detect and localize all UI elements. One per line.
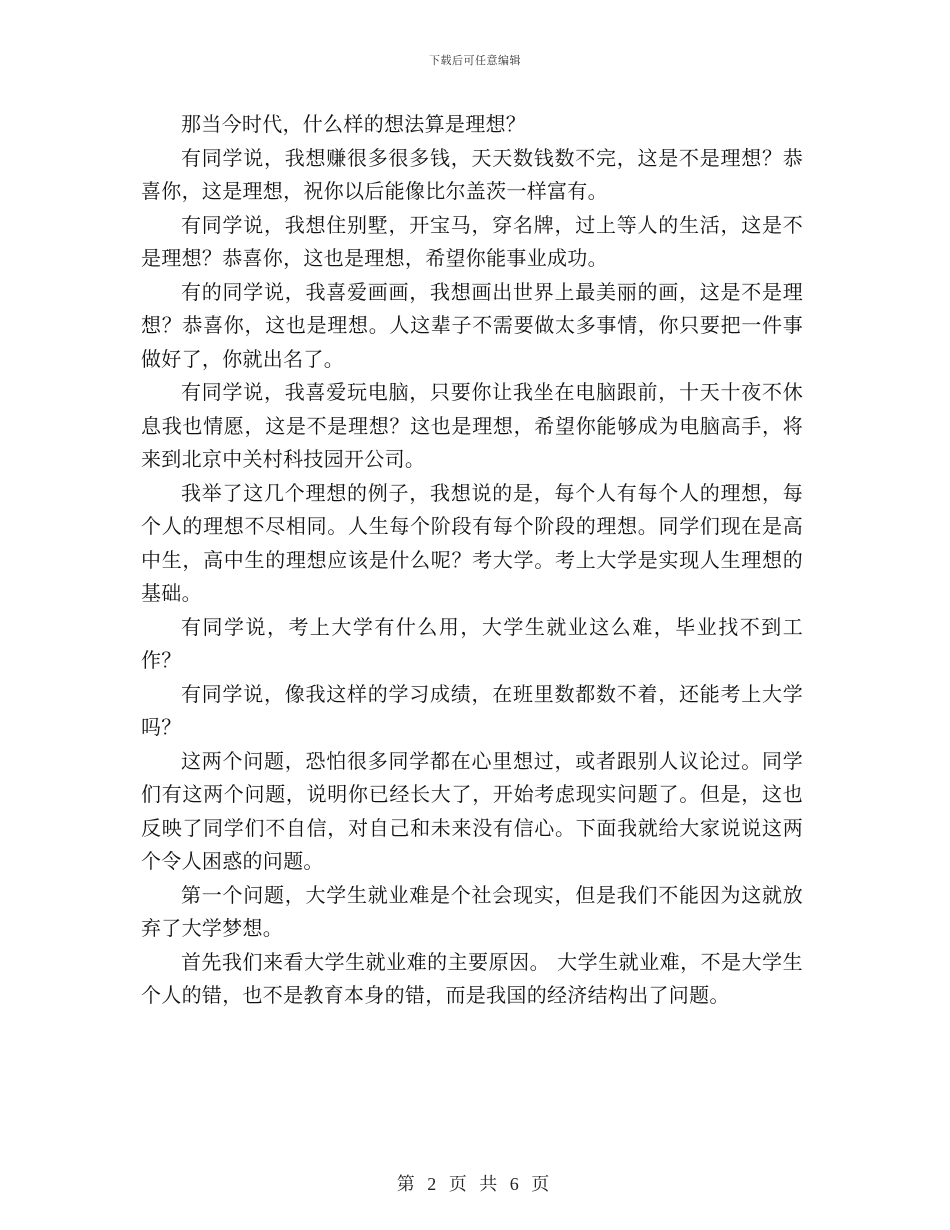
- paragraph: 这两个问题，恐怕很多同学都在心里想过，或者跟别人议论过。同学们有这两个问题，说明你已经长大了，开始考虑现实问题了。但是，这也反映了同学们不自信，对自己和未来没有信心。下面我就给大家说说这两个令人困惑的问题。: [141, 748, 803, 873]
- paragraph: 我举了这几个理想的例子，我想说的是，每个人有每个人的理想，每个人的理想不尽相同。人生每个阶段有每个阶段的理想。同学们现在是高中生，高中生的理想应该是什么呢？考大学。考上大学是实现人生理想的基础。: [141, 480, 803, 605]
- paragraph: 第一个问题，大学生就业难是个社会现实，但是我们不能因为这就放弃了大学梦想。: [141, 882, 803, 940]
- page-header: 下载后可任意编辑: [429, 54, 521, 67]
- paragraph: 有同学说，像我这样的学习成绩，在班里数都数不着，还能考上大学吗？: [141, 681, 803, 739]
- page-number-footer: 第 2 页 共 6 页: [396, 1174, 554, 1194]
- paragraph: 那当今时代，什么样的想法算是理想？: [181, 112, 527, 136]
- paragraph: 有同学说，我想赚很多很多钱，天天数钱数不完，这是不是理想？恭喜你，这是理想，祝你以后能像比尔盖茨一样富有。: [141, 145, 803, 203]
- paragraph: 首先我们来看大学生就业难的主要原因。 大学生就业难，不是大学生个人的错，也不是教育本身的错，而是我国的经济结构出了问题。: [141, 949, 803, 1007]
- paragraph: 有同学说，考上大学有什么用，大学生就业这么难，毕业找不到工作？: [141, 614, 803, 672]
- paragraph: 有的同学说，我喜爱画画，我想画出世界上最美丽的画，这是不是理想？恭喜你，这也是理想。人这辈子不需要做太多事情，你只要把一件事做好了，你就出名了。: [141, 279, 803, 371]
- paragraph: 有同学说，我喜爱玩电脑，只要你让我坐在电脑跟前，十天十夜不休息我也情愿，这是不是理想？这也是理想，希望你能够成为电脑高手，将来到北京中关村科技园开公司。: [141, 380, 803, 471]
- body-text: [141, 108, 803, 1013]
- paragraph: 有同学说，我想住别墅，开宝马，穿名牌，过上等人的生活，这是不是理想？恭喜你，这也是理想，希望你能事业成功。: [141, 212, 803, 270]
